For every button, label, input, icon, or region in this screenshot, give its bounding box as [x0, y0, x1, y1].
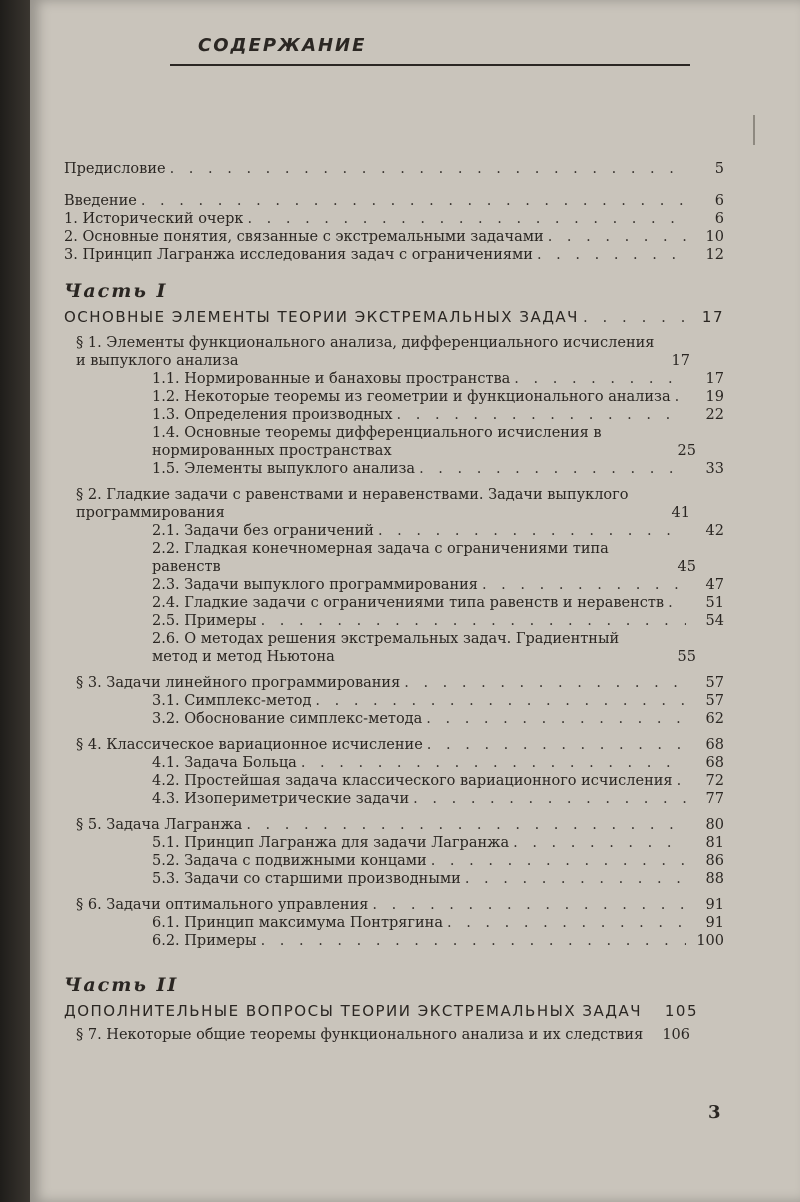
- toc-entry-page: 5: [714, 161, 724, 177]
- toc-entry-title: 1.1. Нормированные и банаховы пространства: [152, 371, 511, 387]
- toc-entry-page: 57: [705, 693, 724, 709]
- toc-entry: [64, 576, 724, 594]
- toc-entry-title: 2.6. О методах решения экстремальных задач. Градиентный метод и метод Ньютона: [152, 631, 620, 665]
- leader-dots: [537, 246, 686, 264]
- leader-dots: [427, 736, 686, 754]
- toc-entry-title: 2.3. Задачи выпуклого программирования: [152, 577, 478, 593]
- toc-entry-page: 22: [705, 407, 724, 423]
- toc-entry: [64, 522, 724, 540]
- header-rule: [170, 64, 690, 66]
- leader-dots: [514, 370, 686, 388]
- toc-entry: [64, 192, 724, 210]
- leader-dots: [404, 674, 686, 692]
- leader-dots: [482, 576, 686, 594]
- toc-entry-title: 1.5. Элементы выпуклого анализа: [152, 461, 416, 477]
- toc-entry-page: 10: [705, 229, 724, 245]
- section-title: § 5. Задача Лагранжа: [76, 817, 243, 833]
- toc-entry-page: 57: [705, 675, 724, 691]
- toc-entry: [64, 932, 724, 950]
- part-heading-title: ОСНОВНЫЕ ЭЛЕМЕНТЫ ТЕОРИИ ЭКСТРЕМАЛЬНЫХ ЗАДАЧ: [64, 308, 579, 326]
- toc-entry-page: 6: [714, 211, 724, 227]
- leader-dots: [372, 896, 686, 914]
- paper-crease: [753, 115, 755, 145]
- toc-entry-title: 6.2. Примеры: [152, 933, 257, 949]
- page-number: 3: [708, 1102, 721, 1123]
- toc-entry-page: 51: [705, 595, 724, 611]
- toc-entry: [64, 210, 724, 228]
- leader-dots: [677, 772, 686, 790]
- toc-entry-page: 100: [696, 933, 724, 949]
- toc-entry: [64, 540, 724, 576]
- toc-entry: [64, 852, 724, 870]
- section-title: § 7. Некоторые общие теоремы функционального анализа и их следствия: [76, 1027, 644, 1043]
- toc-entry-title: 4.2. Простейшая задача классического вариационного исчисления: [152, 773, 673, 789]
- toc-entry: [64, 246, 724, 264]
- toc-entry: [64, 834, 724, 852]
- leader-dots: [447, 914, 686, 932]
- section-title: § 6. Задачи оптимального управления: [76, 897, 369, 913]
- toc-entry: [64, 486, 724, 522]
- leader-dots: [315, 692, 686, 710]
- toc-entry-title: 1.2. Некоторые теоремы из геометрии и функционального анализа: [152, 389, 671, 405]
- part-label: Часть I: [64, 280, 168, 302]
- leader-dots: [246, 816, 686, 834]
- leader-dots: [675, 388, 686, 406]
- book-spine-edge: [0, 0, 30, 1202]
- leader-dots: [465, 870, 686, 888]
- toc-entry: [64, 692, 724, 710]
- leader-dots: [378, 522, 686, 540]
- section-title: § 1. Элементы функционального анализа, дифференциального исчисления и выпуклого анализа: [76, 335, 655, 369]
- leader-dots: [548, 228, 686, 246]
- leader-dots: [413, 790, 686, 808]
- toc-entry-title: 1.3. Определения производных: [152, 407, 393, 423]
- toc-entry: [64, 816, 724, 834]
- toc-entry: [64, 896, 724, 914]
- toc-entry: [64, 388, 724, 406]
- leader-dots: [247, 210, 686, 228]
- toc-entry-title: 2. Основные понятия, связанные с экстремальными задачами: [64, 229, 544, 245]
- toc-entry-page: 91: [705, 915, 724, 931]
- toc-entry-page: 68: [705, 755, 724, 771]
- toc-entry-page: 33: [705, 461, 724, 477]
- toc-entry: [64, 612, 724, 630]
- part-heading-page: 17: [701, 308, 724, 326]
- leader-dots: [426, 710, 686, 728]
- toc-entry-page: 54: [705, 613, 724, 629]
- toc-entry: [64, 228, 724, 246]
- toc-entry-title: 2.2. Гладкая конечномерная задача с ограничениями типа равенств: [152, 541, 609, 575]
- toc-entry-title: Введение: [64, 193, 137, 209]
- toc-entry: [64, 754, 724, 772]
- toc-entry-title: 1. Исторический очерк: [64, 211, 244, 227]
- toc-entry-title: 4.3. Изопериметрические задачи: [152, 791, 410, 807]
- part1-sections: [64, 334, 724, 958]
- leader-dots: [431, 852, 686, 870]
- toc-entry: [64, 460, 724, 478]
- part2-sections: [64, 1026, 724, 1052]
- toc-entry-page: 42: [705, 523, 724, 539]
- toc-entry-page: 80: [705, 817, 724, 833]
- contents-header: [170, 35, 690, 66]
- toc-entry-page: 41: [671, 505, 690, 521]
- section-title: § 2. Гладкие задачи с равенствами и неравенствами. Задачи выпуклого программирования: [76, 487, 629, 521]
- leader-dots: [583, 308, 686, 326]
- toc-entry: [64, 914, 724, 932]
- toc-entry-page: 17: [671, 353, 690, 369]
- part-label: Часть II: [64, 974, 179, 996]
- leader-dots: [261, 932, 686, 950]
- toc-entry: [64, 674, 724, 692]
- toc-entry: [64, 710, 724, 728]
- toc-entry-page: 55: [677, 649, 696, 665]
- toc-entry: [64, 736, 724, 754]
- toc-entry-page: 25: [677, 443, 696, 459]
- toc-entry-title: 5.1. Принцип Лагранжа для задачи Лагранжа: [152, 835, 510, 851]
- leader-dots: [513, 834, 686, 852]
- toc-entry: [64, 370, 724, 388]
- toc-entry-page: 47: [705, 577, 724, 593]
- leader-dots: [261, 612, 686, 630]
- toc-entry-title: 1.4. Основные теоремы дифференциального исчисления в нормированных пространствах: [152, 425, 602, 459]
- toc-entry-page: 88: [705, 871, 724, 887]
- table-of-contents: [64, 160, 724, 1052]
- leader-dots: [170, 160, 686, 178]
- toc-entry: [64, 870, 724, 888]
- toc-entry-title: 5.3. Задачи со старшими производными: [152, 871, 461, 887]
- leader-dots: [668, 594, 686, 612]
- toc-entry-page: 77: [705, 791, 724, 807]
- toc-entry-title: 3. Принцип Лагранжа исследования задач с ограничениями: [64, 247, 533, 263]
- toc-entry: [64, 630, 724, 666]
- toc-entry-title: 3.1. Симплекс-метод: [152, 693, 312, 709]
- leader-dots: [397, 406, 686, 424]
- toc-entry-page: 6: [714, 193, 724, 209]
- part-heading: [64, 1002, 724, 1020]
- toc-entry-title: 3.2. Обоснование симплекс-метода: [152, 711, 423, 727]
- toc-entry: [64, 1026, 724, 1044]
- toc-entry-title: 4.1. Задача Больца: [152, 755, 297, 771]
- toc-entry-page: 72: [705, 773, 724, 789]
- toc-entry: [64, 406, 724, 424]
- section-title: § 4. Классическое вариационное исчисление: [76, 737, 423, 753]
- toc-entry-title: 5.2. Задача с подвижными концами: [152, 853, 427, 869]
- toc-entry-page: 68: [705, 737, 724, 753]
- section-title: § 3. Задачи линейного программирования: [76, 675, 401, 691]
- leader-dots: [301, 754, 686, 772]
- part-heading-title: ДОПОЛНИТЕЛЬНЫЕ ВОПРОСЫ ТЕОРИИ ЭКСТРЕМАЛЬНЫХ ЗАДАЧ: [64, 1002, 643, 1020]
- toc-entry: [64, 790, 724, 808]
- toc-entry-page: 106: [662, 1027, 690, 1043]
- toc-entry-title: 6.1. Принцип максимума Понтрягина: [152, 915, 443, 931]
- toc-entry-page: 91: [705, 897, 724, 913]
- toc-entry: [64, 160, 724, 178]
- toc-entry-page: 45: [677, 559, 696, 575]
- toc-entry-title: Предисловие: [64, 161, 166, 177]
- toc-entry-title: 2.4. Гладкие задачи с ограничениями типа равенств и неравенств: [152, 595, 665, 611]
- leader-dots: [419, 460, 686, 478]
- toc-entry: [64, 424, 724, 460]
- leader-dots: [141, 192, 686, 210]
- part-heading: [64, 308, 724, 326]
- toc-entry-page: 19: [705, 389, 724, 405]
- part-heading-page: 105: [664, 1002, 698, 1020]
- toc-entry-page: 81: [705, 835, 724, 851]
- toc-entry-page: 86: [705, 853, 724, 869]
- toc-entry: [64, 772, 724, 790]
- toc-entry-page: 62: [705, 711, 724, 727]
- toc-entry-title: 2.5. Примеры: [152, 613, 257, 629]
- toc-entry-page: 17: [705, 371, 724, 387]
- toc-entry-title: 2.1. Задачи без ограничений: [152, 523, 374, 539]
- toc-entry-page: 12: [705, 247, 724, 263]
- toc-entry: [64, 334, 724, 370]
- contents-title: СОДЕРЖАНИЕ: [198, 35, 367, 56]
- toc-entry: [64, 594, 724, 612]
